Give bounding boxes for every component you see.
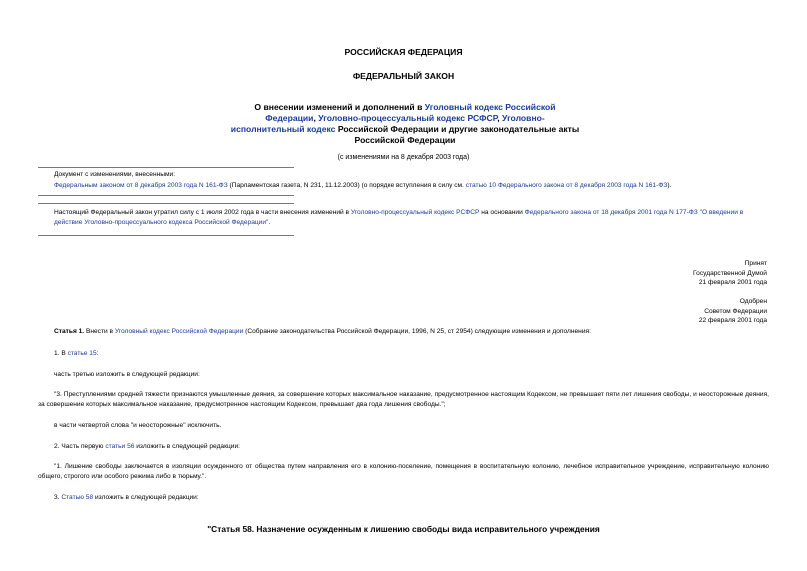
link-criminal-code[interactable]: Уголовный кодекс Российской Федерации [114,328,244,335]
expired-note [54,208,769,227]
link-penal-code[interactable]: Уголовно-исполнительный кодекс [230,113,545,134]
link-criminal-procedure-code[interactable]: Уголовно-процессуальный кодекс РСФСР [318,113,498,123]
link-article-56[interactable]: статьи 56 [105,443,135,450]
divider [38,195,294,196]
link-criminal-code[interactable]: Уголовный кодекс Российской Федерации [265,102,556,123]
divider [38,167,294,168]
divider [38,235,294,236]
title-text: , [497,113,503,123]
item-2 [38,442,769,452]
approval-line: Одобрен [739,298,767,305]
changes-intro: Документ с изменениями, внесенными: [54,171,176,178]
adoption-line: Государственной Думой [693,269,767,277]
link-article-15[interactable]: статье 15 [67,350,97,357]
title-text: , [313,113,319,123]
link-law-161[interactable]: Федеральным законом от 8 декабря 2003 года N 161-ФЗ [54,181,228,189]
adoption-block [567,259,767,288]
revision-note: (с изменениями на 8 декабря 2003 года) [337,154,470,161]
item-text: : [96,350,99,357]
document-title [230,102,580,146]
item-text: 1. В [54,350,68,357]
adoption-line: Принят [744,260,767,267]
item-1 [38,349,769,359]
title-text: Российской Федерации и другие законодательные акты Российской Федерации [335,124,580,145]
expired-text: на основании [479,209,525,216]
link-law-177[interactable]: Федерального закона от 18 декабря 2001 года N 177-ФЗ "О введении в действие Уголовно-процессуального кодекса Российской Федерации" [54,209,744,226]
link-criminal-procedure-code[interactable]: Уголовно-процессуальный кодекс РСФСР [350,209,480,216]
article-1 [38,327,769,337]
approval-line: Советом Федерации [704,307,767,315]
adoption-date: 21 февраля 2001 года [698,279,767,286]
article-58-heading: "Статья 58. Назначение осужденным к лишению свободы вида исправительного учреждения [207,524,600,534]
title-text: О внесении изменений и дополнений в [254,102,425,112]
header-country: РОССИЙСКАЯ ФЕДЕРАЦИЯ [344,47,463,57]
expired-text: Настоящий Федеральный закон утратил силу с 1 июля 2002 года в части внесения изменений в [54,209,351,216]
link-article-10[interactable]: статью 10 Федерального закона от 8 декабря 2003 года N 161-ФЗ [465,181,668,189]
expired-text: . [268,218,271,226]
item-3 [38,493,769,503]
header-law-type: ФЕДЕРАЛЬНЫЙ ЗАКОН [352,71,455,81]
article-text: (Собрание законодательства Российской Федерации, 1996, N 25, ст 2954) следующие изменения и дополнения: [243,328,591,335]
item-text: 3. [54,494,62,501]
approval-date: 22 февраля 2001 года [698,317,767,324]
article-text: Внести в [84,328,115,335]
item-text: 2. Часть первую [54,443,106,450]
divider [38,203,294,204]
changes-note [54,170,769,190]
changes-detail [54,181,769,191]
changes-text: (Парламентская газета, N 231, 11.12.2003) (о порядке вступления в силу см. [227,181,466,189]
article-label: Статья 1. [54,328,85,335]
changes-text: ). [667,181,672,189]
item-1-part4: в части четвертой слова "и неосторожные" исключить. [54,422,222,429]
item-1-sub: часть третью изложить в следующей редакции: [54,371,200,378]
approval-block [567,297,767,326]
item-text: изложить в следующей редакции: [93,494,199,501]
item-text: изложить в следующей редакции: [134,443,240,450]
link-article-58[interactable]: Статью 58 [61,494,94,501]
item-1-quote: "3. Преступлениями средней тяжести признаются умышленные деяния, за совершение которых максимальное наказание, предусмотренное настоящим Кодексом, не превышает пяти лет лишения свободы, и неосторожные деяния, за совершение которых максимальное наказание, предусмотренное настоящим Кодексом, превышает два года лишения свободы."; [38,391,769,408]
item-2-quote: "1. Лишение свободы заключается в изоляции осужденного от общества путем направления его в колонию-поселение, помещения в воспитательную колонию, лечебное исправительное учреждение, исправительную колонию общего, строгого или особого режима либо в тюрьму.". [38,463,769,480]
